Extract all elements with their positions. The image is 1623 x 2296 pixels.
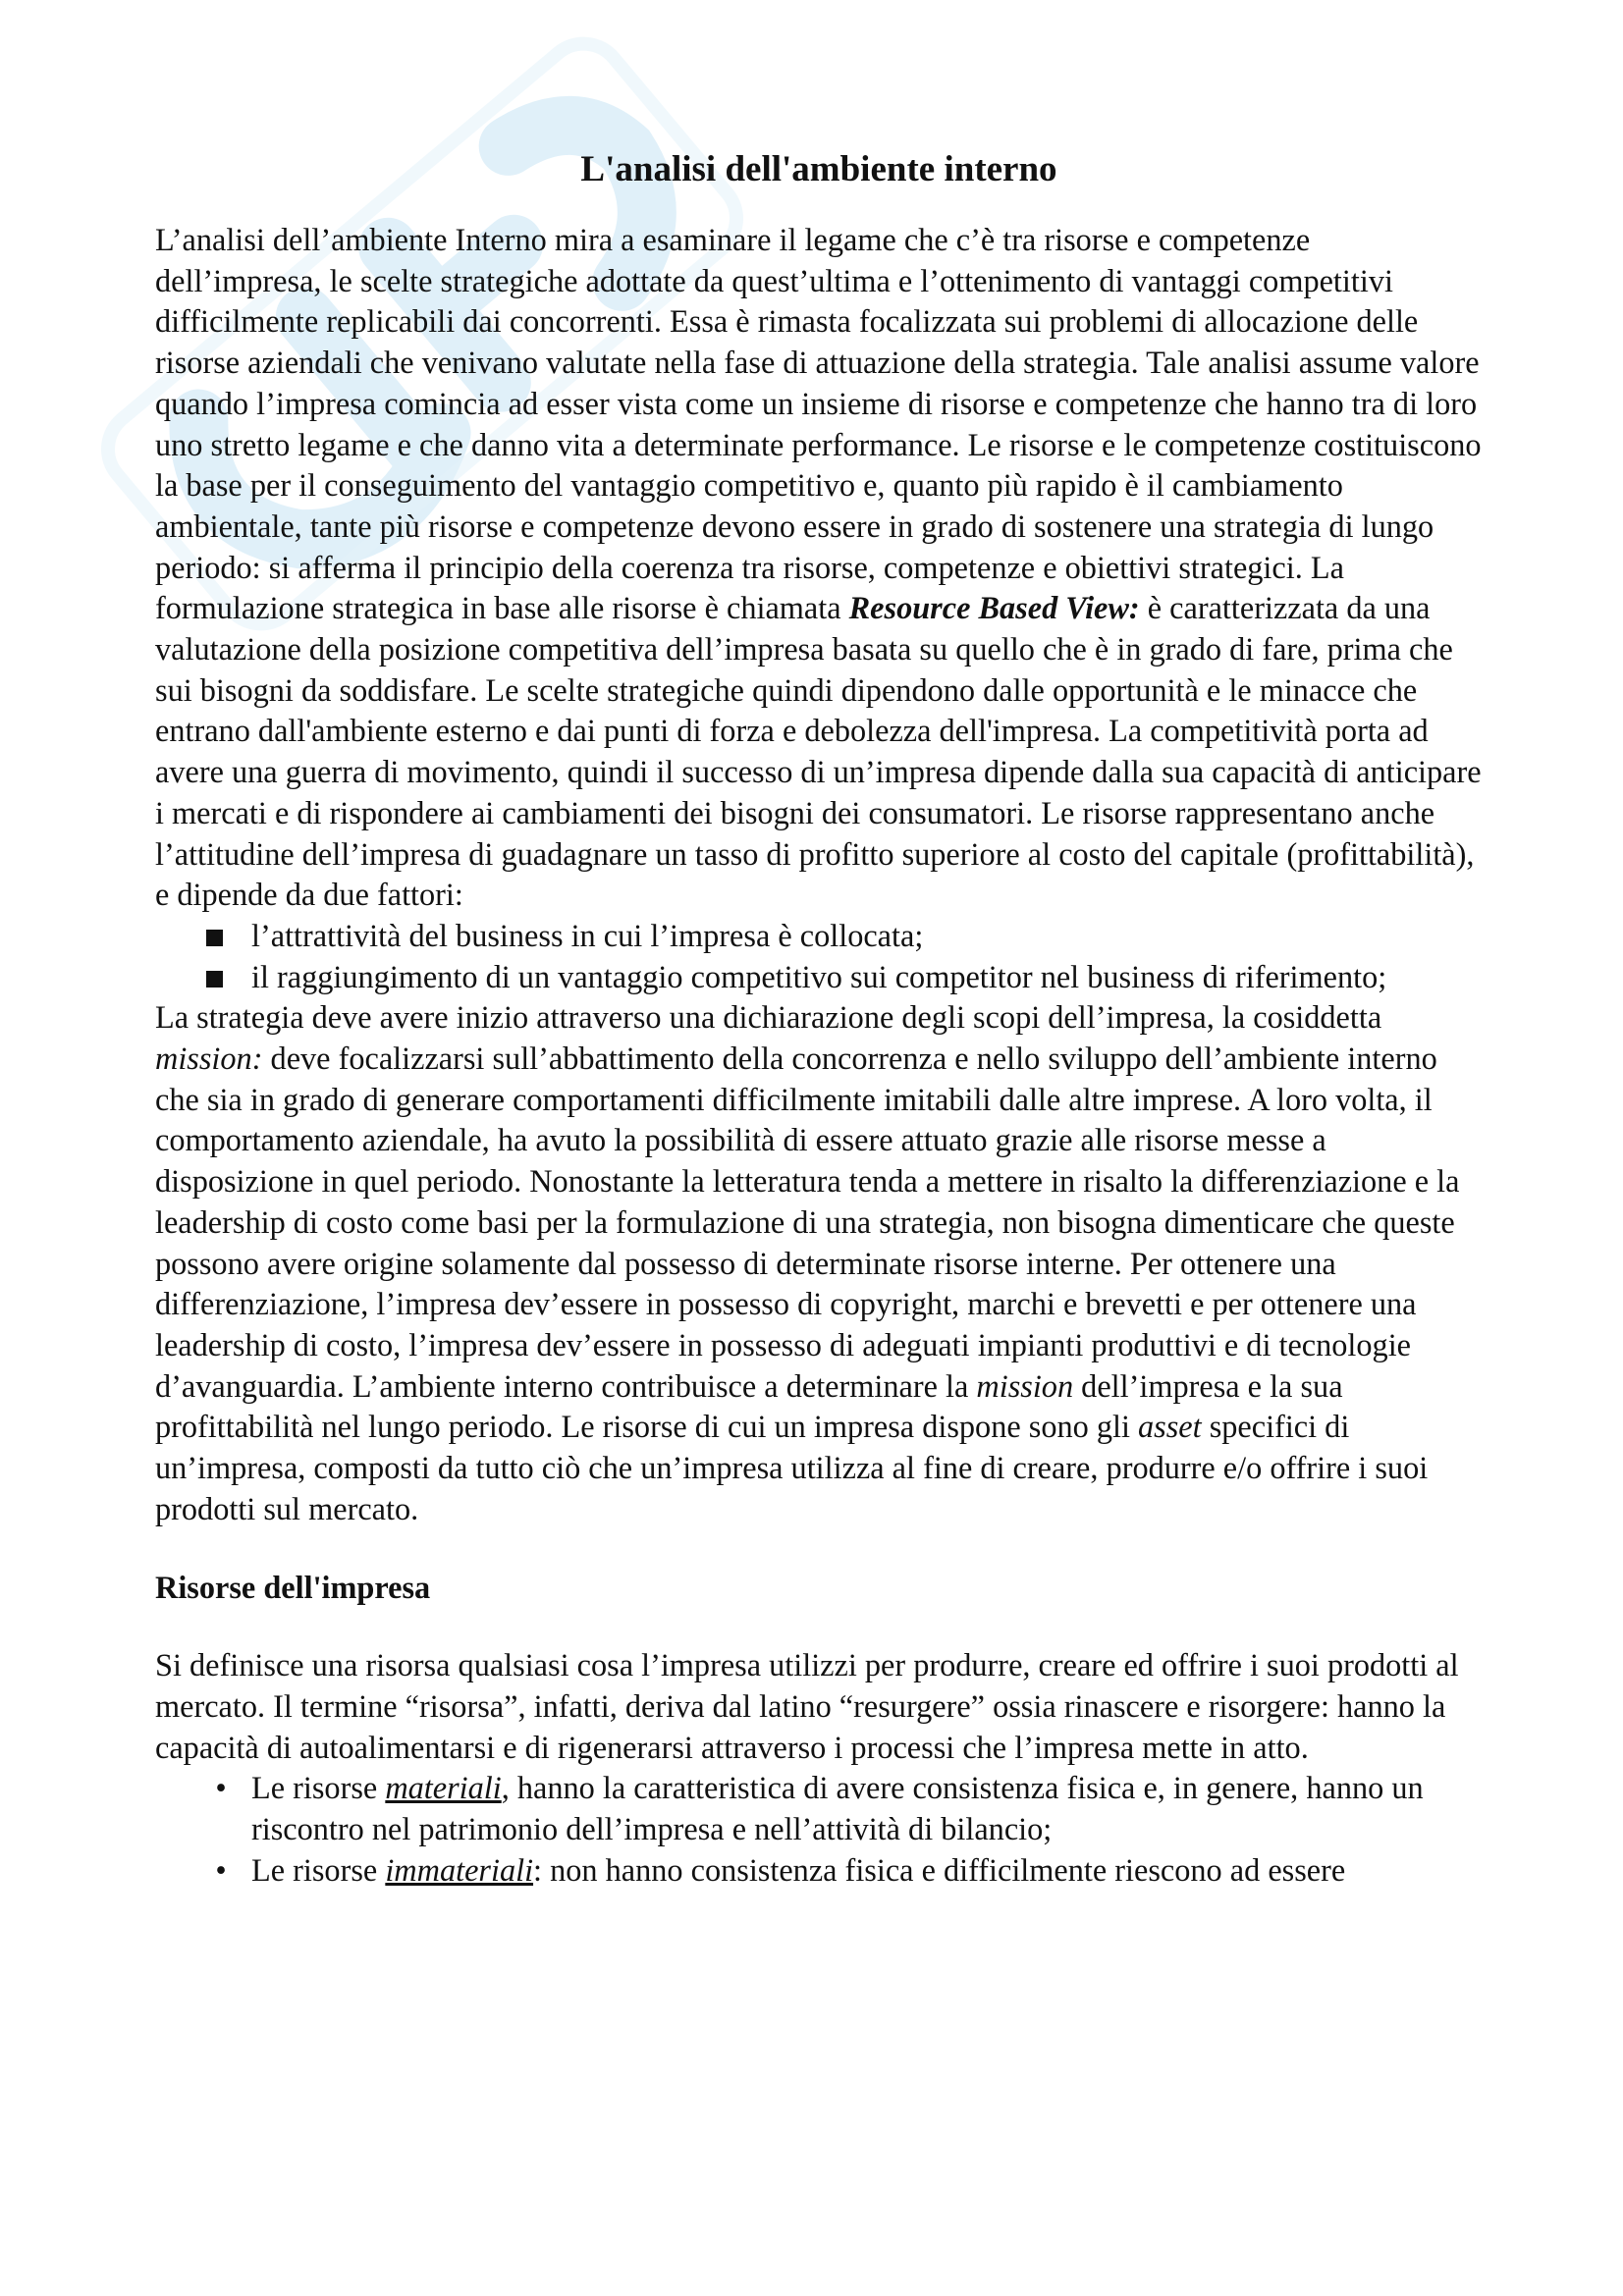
materiali-term: materiali xyxy=(385,1770,502,1806)
resource-types-list xyxy=(155,1768,1483,1891)
asset-term: asset xyxy=(1138,1409,1202,1445)
mission-text-tail: dell’impresa e la sua profittabilità nel lungo periodo. Le risorse di cui un impresa dispone sono gli xyxy=(155,1367,1343,1445)
dot-bullet-icon: • xyxy=(215,1851,227,1888)
square-bullet-icon xyxy=(206,971,223,988)
list-item xyxy=(155,1850,1483,1892)
list-item-prefix: Le risorse xyxy=(251,1770,386,1806)
dot-bullet-icon: • xyxy=(215,1770,227,1806)
square-bullet-icon xyxy=(206,930,223,946)
list-item xyxy=(155,957,1483,998)
mission-text-end: specifici di un’impresa, composti da tutto ciò che un’impresa utilizza al fine di creare, produrre e/o offrire i suoi prodotti sul mercato. xyxy=(155,1409,1429,1526)
list-item xyxy=(155,1768,1483,1849)
profitability-factors-list xyxy=(155,916,1483,997)
mission-term-second: mission xyxy=(976,1367,1074,1404)
resources-paragraph: Si definisce una risorsa qualsiasi cosa l’impresa utilizzi per produrre, creare ed offrire i suoi prodotti al mercato. Il termine “risorsa”, infatti, deriva dal latino “resurgere” ossia rinascere e risorgere: hanno la capacità di autoalimentarsi e di rigenerarsi attraverso i processi che l’impresa mette in atto. xyxy=(155,1647,1459,1765)
list-item-text: : non hanno consistenza fisica e difficilmente riescono ad essere xyxy=(533,1851,1346,1888)
list-item-text: il raggiungimento di un vantaggio competitivo sui competitor nel business di riferimento; xyxy=(251,958,1387,994)
immateriali-term: immateriali xyxy=(385,1851,534,1888)
mission-text: La strategia deve avere inizio attraverso una dichiarazione degli scopi dell’impresa, la cosiddetta xyxy=(155,999,1382,1036)
list-item-prefix: Le risorse xyxy=(251,1851,386,1888)
mission-text-continued: deve focalizzarsi sull’abbattimento della concorrenza e nello sviluppo dell’ambiente interno che sia in grado di generare comportamenti difficilmente imitabili dalle altre imprese. A loro volta, il comportamento aziendale, ha avuto la possibilità di essere attuato grazie alle risorse messe a disposizione in quel periodo. Nonostante la letteratura tenda a mettere in risalto la differenziazione e la leadership di costo come basi per la formulazione di una strategia, non bisogna dimenticare che queste possono avere origine solamente dal possesso di determinate risorse interne. Per ottenere una differenziazione, l’impresa dev’essere in possesso di copyright, marchi e brevetti e per ottenere una leadership di costo, l’impresa dev’essere in possesso di adeguati impianti produttivi e di tecnologie d’avanguardia. L’ambiente interno contribuisce a determinare la xyxy=(155,1041,1460,1404)
intro-paragraph xyxy=(155,220,1483,916)
document-title: L'analisi dell'ambiente interno xyxy=(580,149,1057,189)
section-heading: Risorse dell'impresa xyxy=(155,1569,431,1605)
list-item xyxy=(155,916,1483,957)
mission-term: mission: xyxy=(155,1041,263,1077)
document-page xyxy=(155,147,1483,1891)
mission-paragraph xyxy=(155,997,1483,1529)
resource-based-view-term: Resource Based View: xyxy=(848,590,1140,626)
list-item-text: l’attrattività del business in cui l’impresa è collocata; xyxy=(251,917,924,953)
intro-text-continued: è caratterizzata da una valutazione della posizione competitiva dell’impresa basata su quello che è in grado di fare, prima che sui bisogni da soddisfare. Le scelte strategiche quindi dipendono dalle opportunità e le minacce che entrano dall'ambiente esterno e dai punti di forza e debolezza dell'impresa. La competitività porta ad avere una guerra di movimento, quindi il successo di un’impresa dipende dalla sua capacità di anticipare i mercati e di rispondere ai cambiamenti dei bisogni dei consumatori. Le risorse rappresentano anche l’attitudine dell’impresa di guadagnare un tasso di profitto superiore al costo del capitale (profittabilità), e dipende da due fattori: xyxy=(155,590,1482,913)
intro-text: L’analisi dell’ambiente Interno mira a esaminare il legame che c’è tra risorse e competenze dell’impresa, le scelte strategiche adottate da quest’ultima e l’ottenimento di vantaggi competitivi difficilmente replicabili dai concorrenti. Essa è rimasta focalizzata sui problemi di allocazione delle risorse aziendali che venivano valutate nella fase di attuazione della strategia. Tale analisi assume valore quando l’impresa comincia ad esser vista come un insieme di risorse e competenze che hanno tra di loro uno stretto legame e che danno vita a determinate performance. Le risorse e le competenze costituiscono la base per il conseguimento del vantaggio competitivo e, quanto più rapido è il cambiamento ambientale, tante più risorse e competenze devono essere in grado di sostenere una strategia di lungo periodo: si afferma il principio della coerenza tra risorse, competenze e obiettivi strategici. La formulazione strategica in base alle risorse è chiamata xyxy=(155,222,1482,626)
list-item-text: , hanno la caratteristica di avere consistenza fisica e, in genere, hanno un riscontro nel patrimonio dell’impresa e nell’attività di bilancio; xyxy=(251,1770,1424,1847)
